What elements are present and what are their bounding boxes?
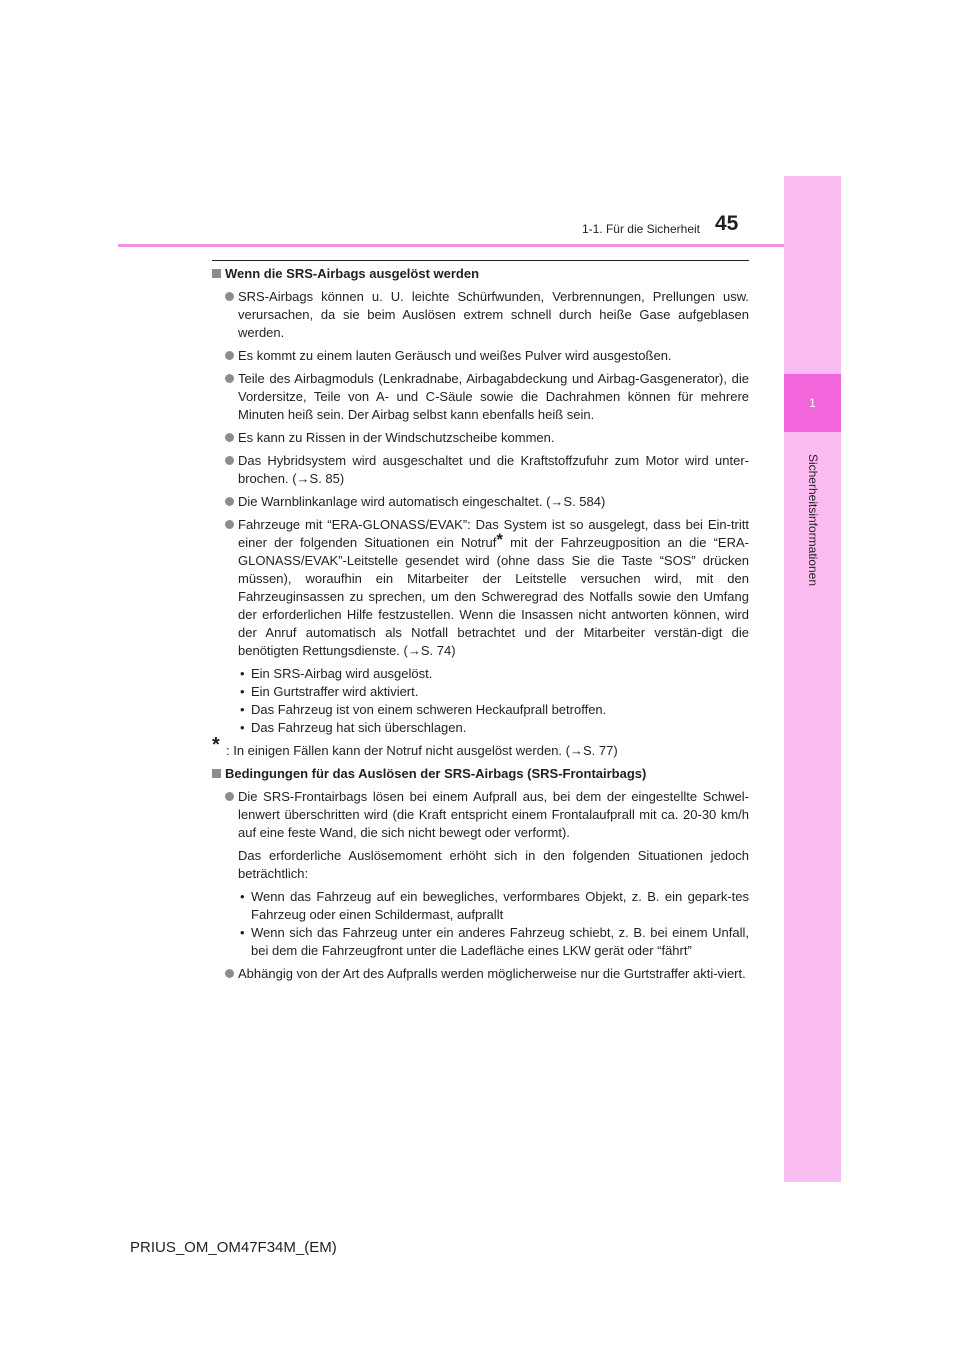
list-item-era-glonass [212, 516, 749, 660]
document-code: PRIUS_OM_OM47F34M_(EM) [130, 1239, 337, 1256]
footnote-marker: * [496, 530, 504, 549]
round-bullet-icon [225, 433, 234, 442]
sub-list-item: • Das Fahrzeug ist von einem schweren Heckaufprall betroffen. [240, 702, 607, 717]
list-item [212, 429, 749, 447]
list-item-text: Es kann zu Rissen in der Windschutzscheibe kommen. [238, 430, 555, 445]
bullet-glyph: • [240, 925, 245, 940]
side-tab-number: 1 [784, 374, 841, 432]
footnote-text: : In einigen Fällen kann der Notruf nicht ausgelöst werden. (→S. 77) [226, 743, 618, 758]
list-item [212, 965, 749, 983]
list-item-text: Abhängig von der Art des Aufpralls werden möglicherweise nur die Gurtstraffer akti-viert. [238, 966, 746, 981]
content [212, 265, 749, 988]
page-number: 45 [715, 212, 739, 235]
sub-list-item: • Das Fahrzeug hat sich überschlagen. [240, 720, 467, 735]
list-item-text: mit der Fahrzeugposition an die “ERA-GLONASS/EVAK”-Leitstelle gesendet wird (ohne dass Sie die Taste “SOS” drücken müssen), woraufhin ein Mitarbeiter der Leitstelle versuchen wird, mit den Fahrzeuginsassen zu sprechen, um den Schweregrad des Notfalls sowie den Umfang der erforderlichen Hilfe festzustellen. Wenn die Insassen nicht antworten können, wird der Anruf automatisch als Notfall betrachtet und der Mitarbeiter verstän-digt die benötigten Rettungsdienste. (→S. 74) [238, 535, 749, 658]
square-bullet-icon [212, 269, 221, 278]
list-item [212, 493, 749, 511]
list-item-text: Die SRS-Frontairbags lösen bei einem Aufprall aus, bei dem der eingestellte Schwel-lenwert überschritten wird (die Kraft entspricht einem Frontalaufprall mit ca. 20-30 km/h auf eine feste Wand, die sich nicht bewegt oder verformt). [238, 789, 749, 840]
section-heading [212, 265, 749, 283]
round-bullet-icon [225, 520, 234, 529]
list-item [212, 347, 749, 365]
list-item-text: Das Hybridsystem wird ausgeschaltet und die Kraftstoffzufuhr zum Motor wird unter-brochen. (→S. 85) [238, 453, 749, 486]
round-bullet-icon [225, 374, 234, 383]
sub-list-item: • Ein SRS-Airbag wird ausgelöst. [240, 666, 433, 681]
sub-list [212, 888, 749, 960]
bullet-glyph: • [240, 684, 245, 699]
round-bullet-icon [225, 292, 234, 301]
list-item [212, 452, 749, 488]
sub-list-item: • Wenn sich das Fahrzeug unter ein anderes Fahrzeug schiebt, z. B. bei einem Unfall, bei dem die Fahrzeugfront unter die Ladefläche eines LKW gerät oder “fährt” [240, 925, 749, 958]
list-item [212, 788, 749, 842]
footnote-star: * [212, 734, 220, 756]
side-tab [784, 176, 841, 1182]
sub-list-item: • Ein Gurtstraffer wird aktiviert. [240, 684, 419, 699]
round-bullet-icon [225, 497, 234, 506]
bullet-glyph: • [240, 666, 245, 681]
footnote [212, 734, 749, 760]
section-title: 1-1. Für die Sicherheit [581, 222, 700, 236]
list-item [212, 370, 749, 424]
header-rule [118, 244, 784, 247]
section-heading-text: Wenn die SRS-Airbags ausgelöst werden [225, 266, 480, 281]
paragraph: Das erforderliche Auslösemoment erhöht sich in den folgenden Situationen jedoch beträchtlich: [238, 848, 749, 881]
round-bullet-icon [225, 969, 234, 978]
content-divider [212, 260, 749, 261]
round-bullet-icon [225, 351, 234, 360]
round-bullet-icon [225, 792, 234, 801]
bullet-glyph: • [240, 889, 245, 904]
square-bullet-icon [212, 769, 221, 778]
list-item-text: Es kommt zu einem lauten Geräusch und weißes Pulver wird ausgestoßen. [238, 348, 672, 363]
round-bullet-icon [225, 456, 234, 465]
side-tab-label: Sicherheitsinformationen [806, 453, 820, 587]
bullet-glyph: • [240, 720, 245, 735]
list-item-text: Teile des Airbagmoduls (Lenkradnabe, Airbagabdeckung und Airbag-Gasgenerator), die Vordersitze, Teile von A- und C-Säule sowie die Dachrahmen können für mehrere Minuten heiß sein. Der Airbag selbst kann ebenfalls heiß sein. [238, 371, 749, 422]
sub-list [212, 665, 749, 737]
bullet-glyph: • [240, 702, 245, 717]
list-item-text: SRS-Airbags können u. U. leichte Schürfwunden, Verbrennungen, Prellungen usw. verursachen, da sie beim Auslösen extrem schnell durch heiße Gase aufgeblasen werden. [238, 289, 749, 340]
section-heading [212, 765, 749, 783]
list-item [212, 288, 749, 342]
section-heading-text: Bedingungen für das Auslösen der SRS-Airbags (SRS-Frontairbags) [225, 766, 647, 781]
list-item-text: Die Warnblinkanlage wird automatisch eingeschaltet. (→S. 584) [238, 494, 606, 509]
sub-list-item: • Wenn das Fahrzeug auf ein bewegliches, verformbares Objekt, z. B. ein gepark-tes Fahrzeug oder einen Schildermast, aufprallt [240, 889, 749, 922]
list-item-text: Fahrzeuge mit “ERA-GLONASS/EVAK”: Das System ist so ausgelegt, dass bei Ein-tritt einer der folgenden Situationen ein Notruf [238, 517, 749, 550]
